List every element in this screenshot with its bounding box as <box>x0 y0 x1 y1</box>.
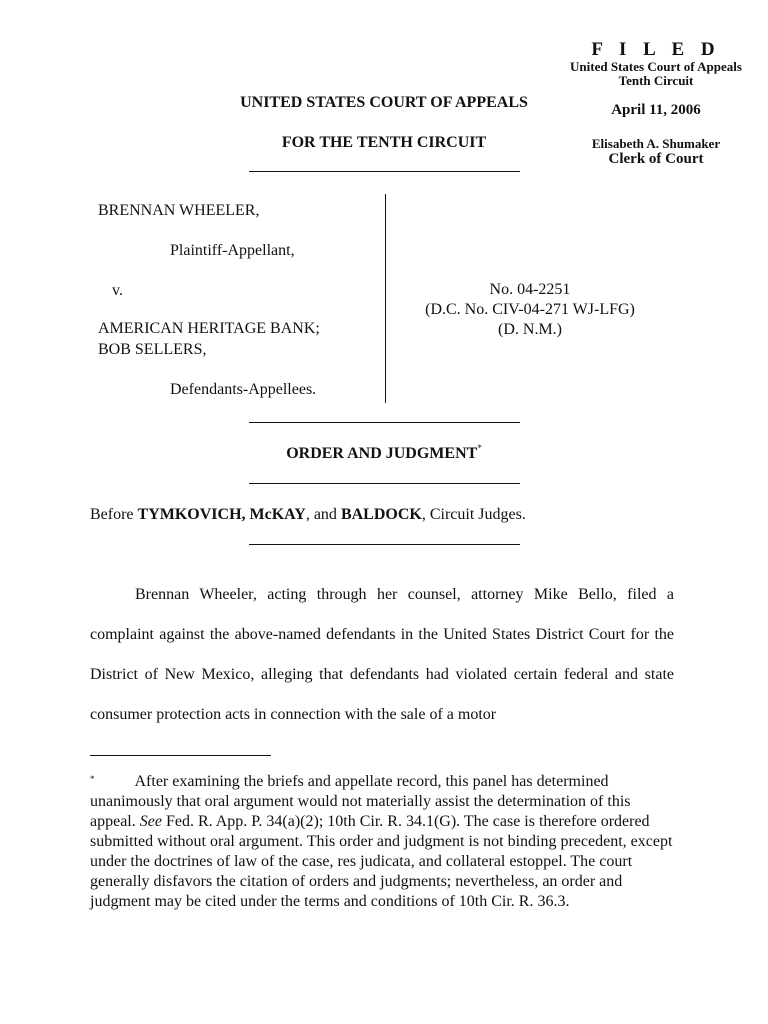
panel-rule <box>249 544 520 545</box>
footnote-text-1: After examining the briefs and appellate record, this panel has determined unanimously that oral argument would not materially assist the determination of this appeal. <box>90 773 631 830</box>
filed-stamp <box>548 40 764 168</box>
case-number: No. 04-2251 <box>489 281 571 298</box>
stamp-circuit: Tenth Circuit <box>618 73 694 88</box>
caption-rule <box>249 422 520 423</box>
district-court-number: (D.C. No. CIV-04-271 WJ-LFG) <box>425 301 635 318</box>
panel-judge-3: BALDOCK <box>340 506 422 523</box>
panel-before: Before <box>90 506 138 523</box>
panel-judges: TYMKOVICH, McKAY <box>137 506 306 523</box>
body-paragraph: Brennan Wheeler, acting through her counsel, attorney Mike Bello, filed a complaint against the above-named defendants in the United States District Court for the District of New Mexico, alleging that defendants had violated certain federal and state consumer protection acts in connection with the sale of a motor <box>90 586 674 723</box>
footnote <box>90 772 674 912</box>
footnote-separator <box>90 755 271 756</box>
heading-rule <box>249 171 520 172</box>
defendant-line-2: BOB SELLERS, <box>98 341 207 358</box>
plaintiff-role: Plaintiff-Appellant, <box>170 242 295 259</box>
footnote-text-2: Fed. R. App. P. 34(a)(2); 10th Cir. R. 34.1(G). The case is therefore ordered submitted without oral argument. This order and judgment is not binding precedent, except under the doctrines of law of the case, res judicata, and collateral estoppel. The court generally disfavors the citation of orders and judgments; nevertheless, an order and judgment may be cited under the terms and conditions of 10th Cir. R. 36.3. <box>90 813 673 910</box>
panel-and: , and <box>305 506 341 523</box>
panel-suffix: , Circuit Judges. <box>421 506 526 523</box>
order-title <box>200 445 568 463</box>
court-heading: UNITED STATES COURT OF APPEALS <box>240 94 528 111</box>
order-title-text: ORDER AND JUDGMENT <box>286 445 478 462</box>
footnote-see: See <box>139 813 162 830</box>
filed-date: April 11, 2006 <box>611 102 701 118</box>
footnote-reference: * <box>477 443 482 453</box>
circuit-heading: FOR THE TENTH CIRCUIT <box>281 134 487 151</box>
caption-divider <box>385 194 386 403</box>
clerk-name: Elisabeth A. Shumaker <box>591 136 721 151</box>
clerk-title: Clerk of Court <box>608 151 704 167</box>
versus: v. <box>112 282 123 299</box>
panel-line <box>90 506 526 524</box>
plaintiff-name: BRENNAN WHEELER, <box>98 202 260 219</box>
filed-label: F I L E D <box>591 39 721 60</box>
order-title-rule <box>249 483 520 484</box>
defendant-role: Defendants-Appellees. <box>170 381 317 398</box>
defendant-line-1: AMERICAN HERITAGE BANK; <box>98 320 320 337</box>
district: (D. N.M.) <box>498 321 562 338</box>
footnote-mark: * <box>90 774 95 784</box>
stamp-court-name: United States Court of Appeals <box>570 59 742 74</box>
